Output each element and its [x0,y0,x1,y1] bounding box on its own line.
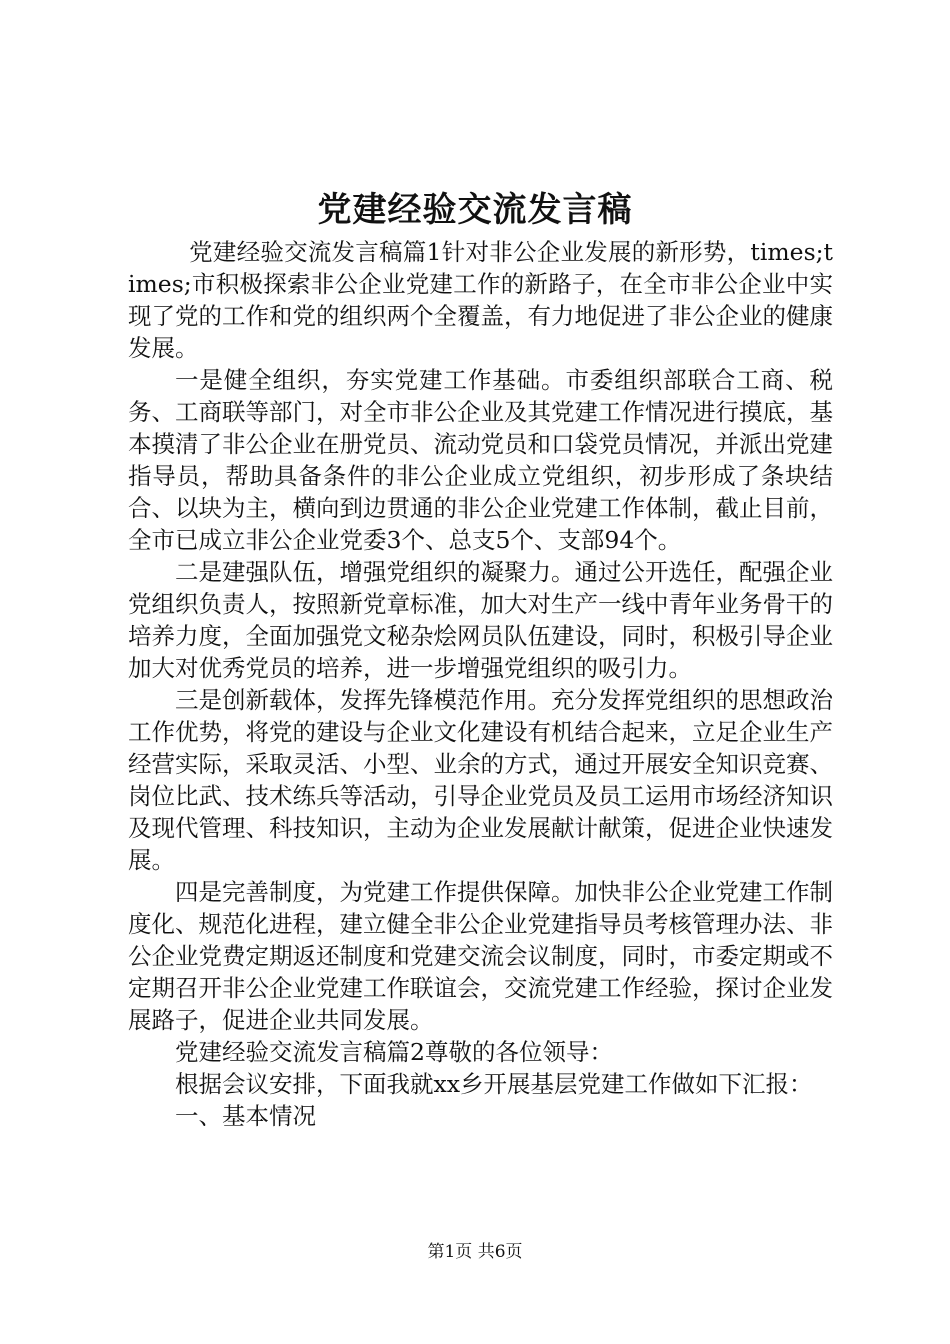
paragraph-point-three: 三是创新载体，发挥先锋模范作用。充分发挥党组织的思想政治工作优势，将党的建设与企业文化建设有机结合起来，立足企业生产经营实际，采取灵活、小型、业余的方式，通过开展安全知识竞赛、岗位比武、技术练兵等活动，引导企业党员及员工运用市场经济知识及现代管理、科技知识，主动为企业发展献计献策，促进企业快速发展。 [128,686,833,874]
section-heading-basic-situation: 一、基本情况 [175,1102,316,1130]
document-body [128,236,833,1132]
paragraph-intro: 党建经验交流发言稿篇1针对非公企业发展的新形势，times;times;市积极探索非公企业党建工作的新路子，在全市非公企业中实现了党的工作和党的组织两个全覆盖，有力地促进了非公企业的健康发展。 [128,238,833,362]
paragraph-point-two: 二是建强队伍，增强党组织的凝聚力。通过公开选任，配强企业党组织负责人，按照新党章标准，加大对生产一线中青年业务骨干的培养力度，全面加强党文秘杂烩网员队伍建设，同时，积极引导企业加大对优秀党员的培养，进一步增强党组织的吸引力。 [128,558,833,682]
page-footer: 第1页 共6页 [427,1242,523,1262]
paragraph-speech-two-heading: 党建经验交流发言稿篇2尊敬的各位领导： [175,1038,613,1066]
document-title: 党建经验交流发言稿 [317,190,633,230]
paragraph-point-four: 四是完善制度，为党建工作提供保障。加快非公企业党建工作制度化、规范化进程，建立健全非公企业党建指导员考核管理办法、非公企业党费定期返还制度和党建交流会议制度，同时，市委定期或不定期召开非公企业党建工作联谊会，交流党建工作经验，探讨企业发展路子，促进企业共同发展。 [128,878,833,1034]
paragraph-report-intro: 根据会议安排，下面我就xx乡开展基层党建工作做如下汇报： [175,1070,813,1098]
paragraph-point-one: 一是健全组织，夯实党建工作基础。市委组织部联合工商、税务、工商联等部门，对全市非公企业及其党建工作情况进行摸底，基本摸清了非公企业在册党员、流动党员和口袋党员情况，并派出党建指导员，帮助具备条件的非公企业成立党组织，初步形成了条块结合、以块为主，横向到边贯通的非公企业党建工作体制，截止目前，全市已成立非公企业党委3个、总支5个、支部94个。 [128,366,833,554]
